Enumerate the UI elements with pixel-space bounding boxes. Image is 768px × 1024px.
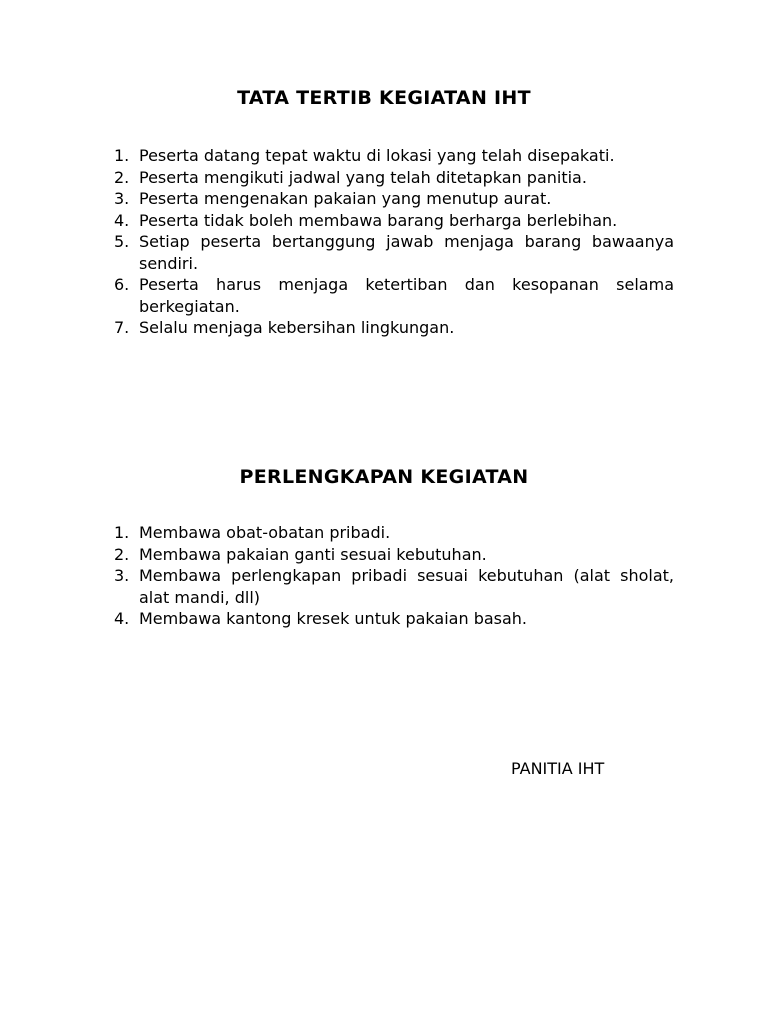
list-item-text: Peserta tidak boleh membawa barang berharga berlebihan. xyxy=(139,210,618,230)
list-item xyxy=(0,167,768,189)
list-item-number: 1. xyxy=(114,523,130,542)
list-item-number: 4. xyxy=(114,609,130,628)
list-item-text: Peserta datang tepat waktu di lokasi yang telah disepakati. xyxy=(139,146,615,165)
rules-list xyxy=(0,145,768,339)
list-item xyxy=(0,188,768,210)
list-item-text: Membawa perlengkapan pribadi sesuai kebutuhan (alat sholat, alat mandi, dll) xyxy=(139,566,674,607)
list-item-number: 2. xyxy=(114,167,130,187)
list-item xyxy=(0,608,768,630)
list-item-text: Peserta harus menjaga ketertiban dan kesopanan selama berkegiatan. xyxy=(139,275,674,316)
list-item xyxy=(0,210,768,232)
list-item-text: Selalu menjaga kebersihan lingkungan. xyxy=(139,318,455,337)
list-item xyxy=(0,145,768,167)
list-item-number: 2. xyxy=(114,544,130,564)
list-item-text: Membawa kantong kresek untuk pakaian basah. xyxy=(139,609,528,628)
list-item-text: Membawa pakaian ganti sesuai kebutuhan. xyxy=(139,544,487,564)
list-item-text: Setiap peserta bertanggung jawab menjaga barang bawaanya sendiri. xyxy=(139,232,674,273)
list-item-number: 5. xyxy=(114,232,130,251)
list-item-number: 4. xyxy=(114,210,130,230)
list-item-number: 3. xyxy=(114,189,130,208)
list-item xyxy=(0,522,768,544)
signature: PANITIA IHT xyxy=(511,759,605,778)
list-item xyxy=(0,231,768,274)
list-item-number: 1. xyxy=(114,146,130,165)
list-item-number: 7. xyxy=(114,318,130,337)
section-2-title: PERLENGKAPAN KEGIATAN xyxy=(239,466,529,488)
list-item xyxy=(0,565,768,608)
list-item xyxy=(0,544,768,566)
list-item-text: Membawa obat-obatan pribadi. xyxy=(139,523,391,542)
section-1-title: TATA TERTIB KEGIATAN IHT xyxy=(237,87,531,109)
list-item xyxy=(0,274,768,317)
list-item xyxy=(0,317,768,339)
equipment-list xyxy=(0,522,768,630)
list-item-number: 6. xyxy=(114,275,130,294)
list-item-text: Peserta mengikuti jadwal yang telah ditetapkan panitia. xyxy=(139,167,587,187)
list-item-number: 3. xyxy=(114,566,130,585)
list-item-text: Peserta mengenakan pakaian yang menutup aurat. xyxy=(139,189,552,208)
